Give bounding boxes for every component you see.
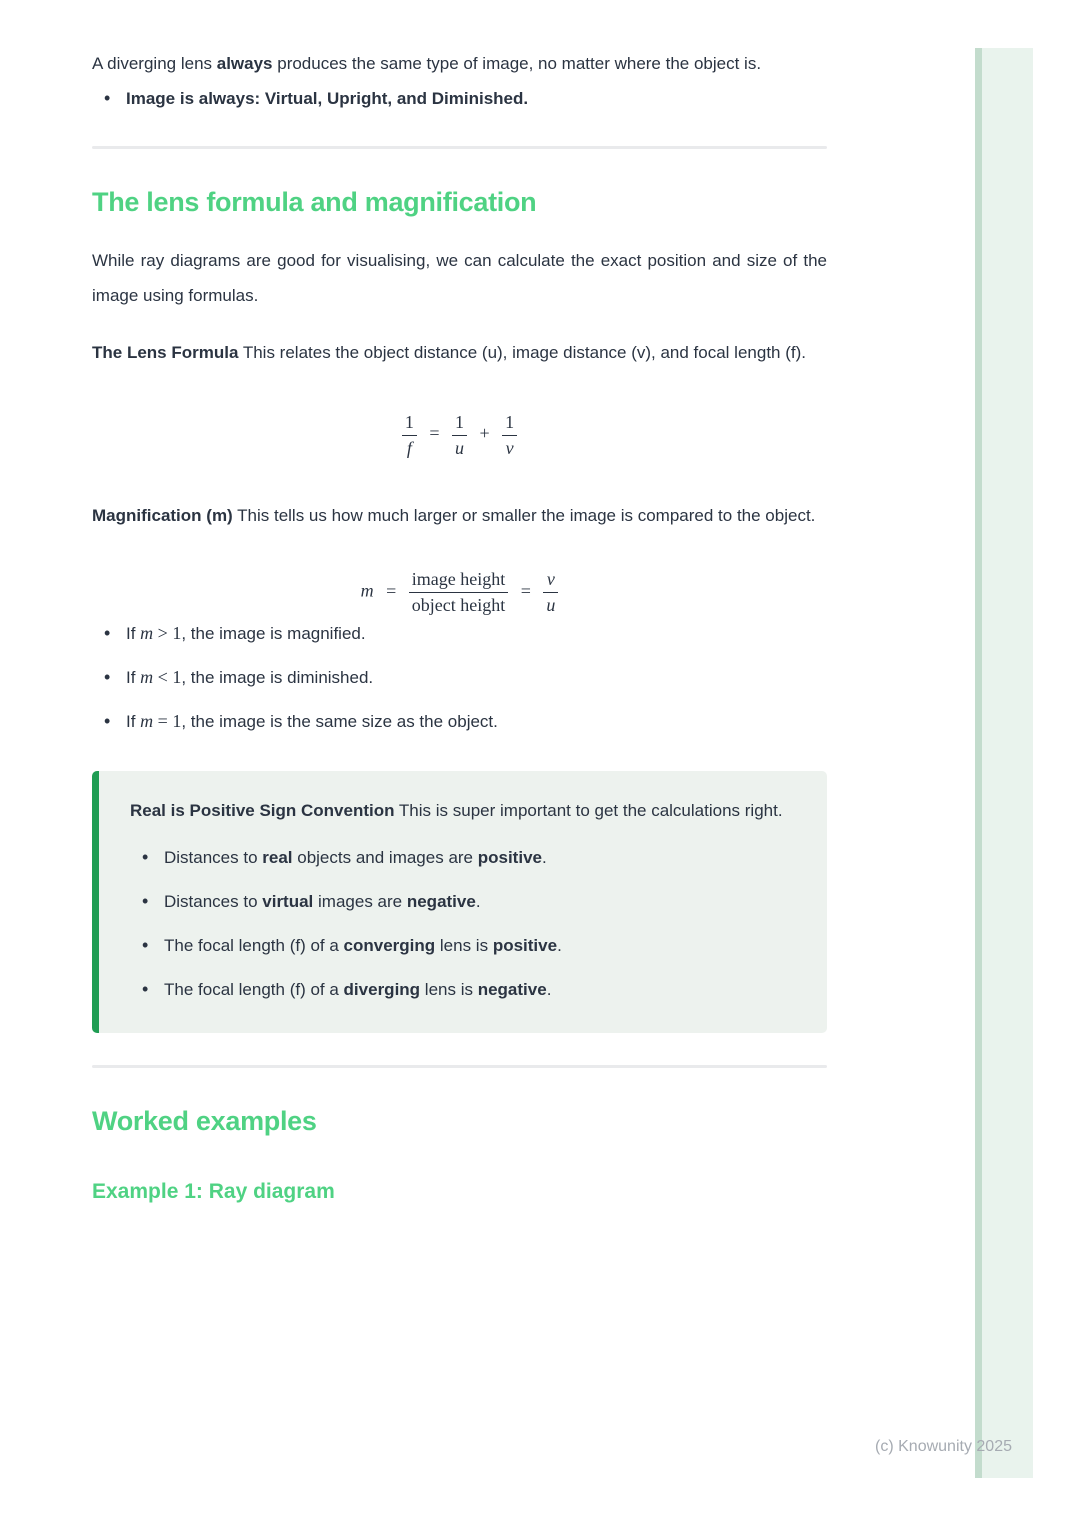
page-content [92, 0, 827, 1205]
callout-lead [130, 793, 793, 828]
fraction-1-over-f [402, 412, 417, 458]
denominator: u [455, 437, 464, 458]
text-run: . [541, 847, 547, 867]
denominator: object height [411, 595, 506, 616]
text-run-bold: converging [343, 935, 436, 955]
intro-bullet-list [92, 81, 827, 116]
text-run: images are [313, 891, 407, 911]
list-item [126, 704, 827, 739]
relation: = 1 [153, 710, 182, 731]
text-run: produces the same type of image, no matter where the object is. [272, 54, 762, 73]
numerator: image height [409, 569, 508, 593]
paragraph-lens-formula [92, 335, 827, 370]
text-run: If [126, 667, 141, 687]
text-run-bold: virtual [262, 891, 314, 911]
text-run: This tells us how much larger or smaller the image is compared to the object. [232, 506, 816, 526]
denominator: v [505, 437, 514, 458]
equals-sign: = [386, 580, 397, 601]
text-run: objects and images are [292, 847, 478, 867]
magnification-equation [92, 569, 827, 615]
variable-m: m [360, 580, 374, 601]
variable-m: m [140, 710, 154, 731]
list-item [164, 884, 793, 919]
intro-paragraph [92, 46, 827, 81]
equals-sign: = [429, 423, 440, 444]
text-run-bold: positive [492, 935, 558, 955]
lens-formula-equation [92, 412, 827, 458]
text-run: lens is [420, 979, 478, 999]
denominator: f [406, 437, 412, 458]
fraction-1-over-u [452, 412, 467, 458]
numerator: 1 [452, 412, 467, 436]
text-run: If [126, 711, 141, 731]
text-run: . [475, 891, 481, 911]
sign-convention-list [130, 840, 793, 1007]
variable-m: m [140, 622, 154, 643]
section-heading-lens-formula: The lens formula and magnification [92, 187, 537, 217]
magnification-rules-list [92, 616, 827, 739]
callout-title: Real is Positive Sign Convention [130, 800, 395, 820]
section-divider [92, 1065, 827, 1068]
text-run-bold: always [216, 54, 273, 73]
section-heading-worked-examples: Worked examples [92, 1105, 317, 1136]
text-run: A diverging lens [92, 54, 217, 73]
numerator: 1 [502, 412, 517, 436]
text-run: The focal length (f) of a [164, 979, 344, 999]
text-run: If [126, 623, 141, 643]
text-run-bold: diverging [343, 979, 421, 999]
subsection-heading-example-1: Example 1: Ray diagram [92, 1179, 335, 1203]
relation: > 1 [153, 622, 182, 643]
fraction-v-over-u [543, 569, 558, 615]
text-run-bold: real [262, 847, 293, 867]
equals-sign: = [520, 580, 531, 601]
list-item [126, 81, 827, 116]
text-run: , the image is the same size as the object. [181, 711, 498, 731]
list-item [164, 928, 793, 963]
paragraph-formulas-intro: While ray diagrams are good for visualising, we can calculate the exact position and size of the image using formulas. [92, 251, 827, 305]
text-run-bold: Image is always: Virtual, Upright, and Diminished. [126, 89, 529, 108]
list-item [164, 972, 793, 1007]
numerator: v [543, 569, 558, 593]
paragraph-magnification [92, 498, 827, 533]
fraction-1-over-v [502, 412, 517, 458]
fraction-heights [409, 569, 508, 615]
text-run: Distances to [164, 891, 263, 911]
text-run: , the image is diminished. [181, 667, 374, 687]
sign-convention-callout [92, 771, 827, 1033]
list-item [126, 616, 827, 651]
text-run: This is super important to get the calculations right. [394, 800, 783, 820]
text-run-bold: negative [406, 891, 476, 911]
relation: < 1 [153, 666, 182, 687]
text-run: . [546, 979, 552, 999]
section-divider [92, 146, 827, 149]
side-highlight-strip [975, 48, 1033, 1478]
text-run: . [557, 935, 562, 955]
text-run: Distances to [164, 847, 263, 867]
plus-sign: + [479, 423, 490, 444]
text-run-bold: positive [477, 847, 542, 867]
text-run: lens is [435, 935, 493, 955]
text-run: , the image is magnified. [181, 623, 366, 643]
denominator: u [546, 595, 556, 616]
text-run: The focal length (f) of a [164, 935, 344, 955]
copyright-notice: (c) Knowunity 2025 [875, 1438, 1012, 1455]
text-run-bold: Magnification (m) [92, 506, 233, 526]
text-run-bold: negative [477, 979, 547, 999]
variable-m: m [140, 666, 154, 687]
numerator: 1 [402, 412, 417, 436]
text-run-bold: The Lens Formula [92, 343, 239, 362]
list-item [126, 660, 827, 695]
list-item [164, 840, 793, 875]
text-run: This relates the object distance (u), image distance (v), and focal length (f). [238, 343, 806, 362]
